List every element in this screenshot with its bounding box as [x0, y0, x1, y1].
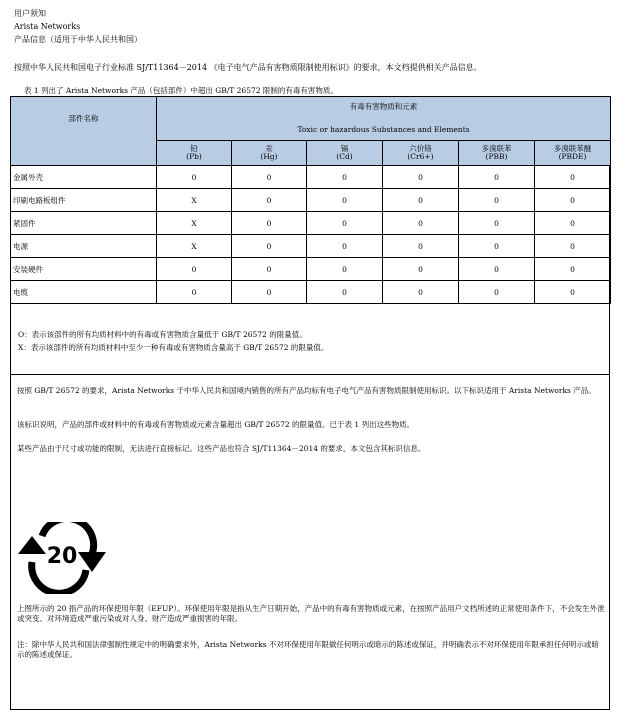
substance-value: 0	[535, 281, 611, 304]
substance-value: 0	[232, 281, 307, 304]
part-name: 安装硬件	[11, 258, 157, 281]
substance-value: 0	[157, 258, 232, 281]
paragraph-disclaimer: 注：除中华人民共和国法律强制性规定中的明确要求外，Arista Networks 不对环保使用年限做任何明示或暗示的陈述或保证，并明确表示不对环保使用年限承担任何明示或暗示的陈述或保证。	[17, 640, 599, 659]
substance-value: 0	[383, 212, 459, 235]
substance-value: 0	[459, 166, 535, 189]
substance-value: 0	[232, 189, 307, 212]
substance-value: 0	[535, 258, 611, 281]
substance-value: 0	[535, 189, 611, 212]
substance-value: 0	[535, 235, 611, 258]
element-header-pbb	[459, 141, 535, 166]
part-name: 金属外壳	[11, 166, 157, 189]
substance-value: 0	[459, 235, 535, 258]
substance-value: 0	[232, 212, 307, 235]
part-name: 电源	[11, 235, 157, 258]
table-row	[11, 235, 611, 258]
substances-header-cn: 有毒有害物质和元素	[349, 102, 418, 111]
hazardous-substances-table	[10, 96, 611, 304]
substance-value: 0	[383, 235, 459, 258]
notice-title: 用户须知	[14, 9, 46, 18]
element-symbol: (Hg)	[260, 152, 278, 161]
legend-x: X：表示该部件的所有均质材料中至少一种有毒或有害物质含量高于 GB/T 26572 的限量值。	[18, 343, 329, 352]
efup-arrow-left	[18, 536, 46, 554]
element-cn: 汞	[265, 144, 273, 153]
substance-value: 0	[157, 281, 232, 304]
element-cn: 多溴联苯	[481, 144, 512, 153]
substance-value: 0	[307, 258, 383, 281]
substances-header-en: Toxic or hazardous Substances and Elements	[297, 125, 470, 134]
substance-value: 0	[383, 166, 459, 189]
substance-value: 0	[383, 258, 459, 281]
paragraph-marking-requirement: 按照 GB/T 26572 的要求，Arista Networks 于中华人民共和国境内销售的所有产品均标有电子电气产品有害物质限制使用标识。以下标识适用于 Arista Networks 产品。	[17, 386, 596, 395]
element-header-cr6	[383, 141, 459, 166]
substance-value: 0	[535, 166, 611, 189]
element-header-hg	[232, 141, 307, 166]
table-caption: 表 1 列出了 Arista Networks 产品（包括部件）中超出 GB/T 26572 限制的有毒有害物质。	[24, 86, 338, 95]
element-symbol: (Cd)	[336, 152, 353, 161]
substance-value: 0	[459, 189, 535, 212]
element-header-cd	[307, 141, 383, 166]
part-name: 印刷电路板组件	[11, 189, 157, 212]
element-symbol: (Pb)	[186, 152, 202, 161]
intro-text: 按照中华人民共和国电子行业标准 SJ/T11364－2014 《电子电气产品有害物质限制使用标识》的要求，本文档提供相关产品信息。	[14, 63, 482, 72]
company-name: Arista Networks	[14, 22, 81, 31]
part-name: 电缆	[11, 281, 157, 304]
substance-value: 0	[307, 281, 383, 304]
substance-value: 0	[459, 212, 535, 235]
table-row	[11, 281, 611, 304]
part-name-header: 部件名称	[11, 97, 157, 166]
substance-value: 0	[383, 281, 459, 304]
substance-value: 0	[307, 189, 383, 212]
element-cn: 铅	[190, 144, 198, 153]
part-name: 紧固件	[11, 212, 157, 235]
product-info-heading: 产品信息（适用于中华人民共和国）	[14, 35, 142, 44]
substance-value: 0	[459, 281, 535, 304]
element-cn: 镉	[340, 144, 349, 153]
element-cn: 多溴联苯醚	[553, 144, 592, 153]
efup-number: 20	[46, 544, 78, 569]
element-symbol: (PBDE)	[558, 152, 587, 161]
substance-value: 0	[232, 166, 307, 189]
substance-value: 0	[459, 258, 535, 281]
substance-value: X	[157, 189, 232, 212]
efup-recycle-icon	[16, 522, 108, 594]
paragraph-label-meaning: 该标识说明，产品的部件或材料中的有毒或有害物质或元素含量超出 GB/T 26572 的限量值。已于表 1 列出这些物质。	[17, 420, 415, 429]
substances-header	[157, 97, 611, 141]
table-row	[11, 166, 611, 189]
element-symbol: (PBB)	[485, 152, 508, 161]
table-row	[11, 258, 611, 281]
table-row	[11, 189, 611, 212]
substance-value: 0	[157, 166, 232, 189]
substance-value: 0	[307, 166, 383, 189]
element-cn: 六价铬	[409, 144, 432, 153]
substance-value: 0	[535, 212, 611, 235]
substance-value: 0	[307, 212, 383, 235]
element-header-pb	[157, 141, 232, 166]
substance-value: 0	[232, 258, 307, 281]
substance-value: 0	[307, 235, 383, 258]
section-divider	[10, 374, 610, 375]
substance-value: 0	[383, 189, 459, 212]
paragraph-efup-definition: 上图所示的 20 指产品的环保使用年限（EFUP）。环保使用年限是指从生产日期开始，产品中的有毒有害物质或元素，在按照产品用户文档所述的正常使用条件下，不会发生外泄或突变、对环境造成严重污染或对人身、财产造成严重损害的年限。	[17, 604, 605, 623]
paragraph-size-limitation: 某些产品由于尺寸或功能的限制，无法进行直接标记。这些产品也符合 SJ/T11364－2014 的要求，本文包含其标识信息。	[17, 444, 426, 453]
substance-value: X	[157, 235, 232, 258]
substance-value: X	[157, 212, 232, 235]
element-header-pbde	[535, 141, 611, 166]
efup-arrow-right	[78, 552, 106, 572]
legend-o: O：表示该部件的所有均质材料中的有毒或有害物质含量低于 GB/T 26572 的限量值。	[18, 330, 307, 339]
table-row	[11, 212, 611, 235]
element-symbol: (Cr6+)	[407, 152, 434, 161]
substance-value: 0	[232, 235, 307, 258]
